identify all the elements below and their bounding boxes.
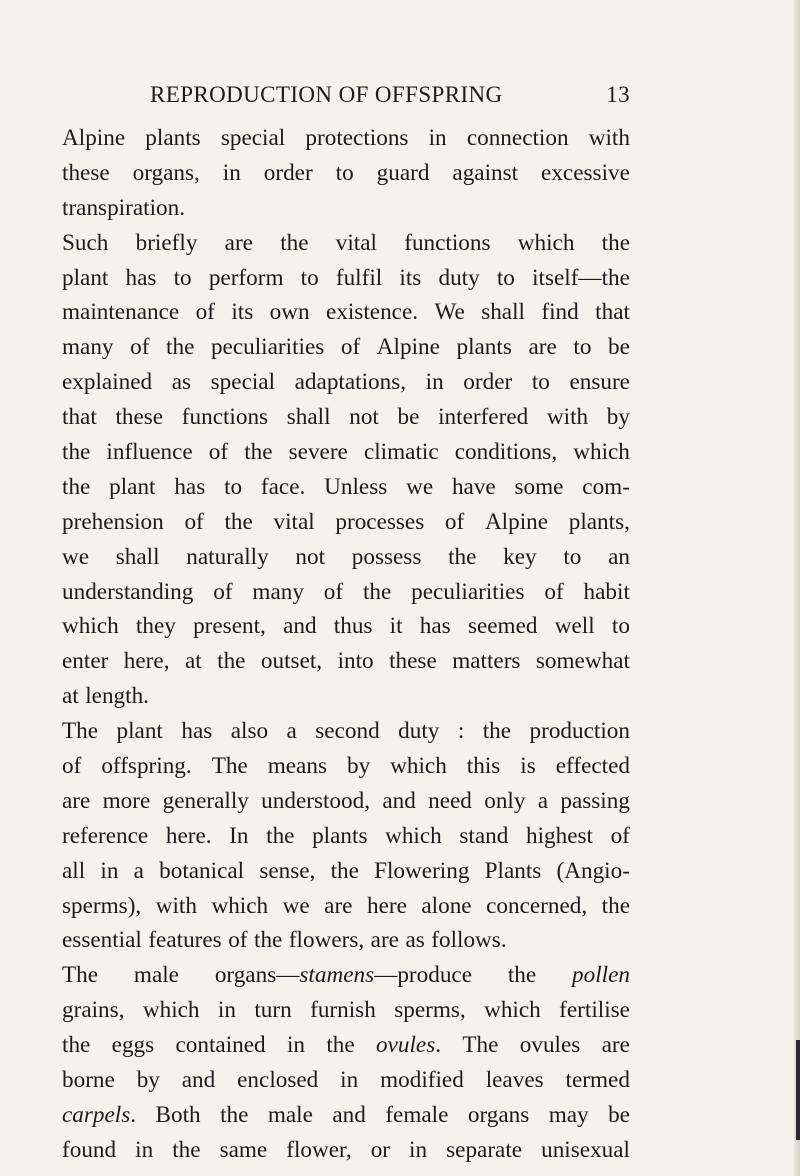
word: an [608,543,630,570]
word: in [409,1136,428,1163]
word: not [295,543,326,570]
word: shall [115,543,160,570]
word: grains, [62,997,125,1024]
word: com- [582,473,630,500]
word: briefly [135,229,198,256]
word: in [222,159,241,186]
word: to [173,264,192,291]
body-text [62,121,630,1168]
word: carpels. [62,1101,137,1128]
word: offspring. [101,753,192,780]
word: Such [62,229,109,256]
word: are [324,892,353,919]
word: is [520,753,536,780]
word: are [224,229,253,256]
word: all [62,857,86,884]
word: outset, [260,648,323,675]
text-line [62,1063,630,1098]
word: ensure [569,369,630,396]
word: understood, [261,787,371,814]
word: the [254,927,283,954]
word: transpiration. [62,194,185,221]
word: they [135,613,176,640]
word: enclosed [237,1067,319,1094]
word: and [181,1067,216,1094]
word: botanical [159,857,245,884]
word: termed [565,1067,630,1094]
word: peculiarities [411,578,525,605]
page-number: 13 [606,82,630,107]
text-line [62,1098,630,1133]
text-line [62,365,630,400]
word: organs [467,1101,530,1128]
word: of [610,822,630,849]
word: many [62,334,114,361]
word: this [466,753,501,780]
word: The [211,753,248,780]
word: own [269,299,310,326]
word: contained [175,1032,266,1059]
word: these [115,404,164,431]
word: enter [62,648,109,675]
word: plant [62,264,109,291]
text-line [62,121,630,156]
word: severe [288,439,348,466]
word: of [228,927,248,954]
word: sense, [259,857,316,884]
word: itself—the [532,264,630,291]
word: vital [335,229,377,256]
word: in [286,1032,306,1059]
word: prehension [62,508,164,535]
text-line [62,400,630,435]
word: which [484,997,541,1024]
word: by [136,1067,160,1094]
word: these [389,648,437,675]
word: order [263,159,313,186]
word: organs—stamens—produce [214,962,472,989]
word: the [326,1032,355,1059]
word: essential [62,927,142,954]
word: of [213,578,233,605]
word: some [514,473,564,500]
word: order [463,369,513,396]
word: in [100,857,119,884]
word: In [229,822,249,849]
word: Plants [484,857,542,884]
word: of [62,753,82,780]
word: of [208,439,229,466]
text-line [62,330,630,365]
text-line [62,435,630,470]
word: seemed [467,613,538,640]
word: influence [106,439,193,466]
word: the [362,578,392,605]
text-line [62,819,630,854]
word: the [448,543,477,570]
text-line [62,226,630,261]
word: and [283,613,317,640]
word: which [517,229,575,256]
word: against [452,159,519,186]
page-header [62,82,630,112]
word: which [385,822,442,849]
word: flowers, [288,927,365,954]
word: understanding [62,578,194,605]
word: maintenance [62,299,180,326]
word: adaptations, [294,369,407,396]
word: guard [376,159,430,186]
word: flower, [286,1136,352,1163]
text-line [62,749,630,784]
word: into [337,648,374,675]
word: separate [446,1136,523,1163]
word: has [125,264,157,291]
word: the [220,1101,249,1128]
word: the [217,648,246,675]
word: by [606,404,630,431]
word: to [531,369,550,396]
word: Unless [324,473,388,500]
word: at [62,683,79,710]
page-edge [794,0,800,1176]
word: to [300,264,319,291]
word: vital [273,508,315,535]
word: or [370,1136,391,1163]
word: modified [380,1067,464,1094]
word: have [451,473,496,500]
word: same [219,1136,268,1163]
text-line [62,993,630,1028]
word: pollen [572,962,630,989]
word: we [282,892,310,919]
word: male [133,962,179,989]
word: concerned, [486,892,588,919]
word: are [601,1032,630,1059]
word: with [546,404,589,431]
word: length. [85,683,149,710]
word: alone [421,892,472,919]
word: processes [335,508,425,535]
word: furnish [310,997,376,1024]
word: The [62,718,99,745]
word: to [496,264,515,291]
word: matters [452,648,521,675]
word: highest [525,822,593,849]
word: unisexual [541,1136,630,1163]
word: sperms), [62,892,142,919]
word: female [385,1101,449,1128]
word: has [181,718,213,745]
word: to [611,613,630,640]
word: plant [109,473,156,500]
word: that [595,299,630,326]
word: interfered [438,404,529,431]
word: functions [181,404,269,431]
text-line [62,1133,630,1168]
word: follows. [431,927,507,954]
word: to [573,334,592,361]
word: stand [459,822,509,849]
word: of [444,508,465,535]
word: and [332,1101,366,1128]
text-line [62,784,630,819]
word: the [62,439,91,466]
word: present, [193,613,266,640]
word: by [346,753,371,780]
word: plants [145,125,201,151]
word: the [482,718,512,745]
word: the [601,229,630,256]
word: habit [583,578,630,605]
word: more [102,787,151,814]
word: functions [404,229,491,256]
word: the [330,857,359,884]
word: well [554,613,595,640]
word: possess [351,543,422,570]
word: reference [62,822,149,849]
word: in [217,997,236,1024]
word: need [428,787,472,814]
word: of [544,578,564,605]
word: with [588,125,630,151]
word: be [608,1101,630,1128]
word: second [315,718,380,745]
word: effected [555,753,630,780]
word: its [231,299,254,326]
word: peculiarities [210,334,325,361]
word: borne [62,1067,115,1094]
word: eggs [111,1032,155,1059]
word: leaves [485,1067,544,1094]
word: Alpine [376,334,440,361]
word: the [280,229,309,256]
word: found [62,1136,117,1163]
word: we [406,473,434,500]
text-line [62,889,630,924]
word: has [174,473,206,500]
word: production [529,718,630,745]
word: shall [481,299,525,326]
text-line [62,505,630,540]
word: of [184,508,204,535]
word: connection [466,125,569,151]
word: the [244,439,273,466]
word: The [462,1032,499,1059]
word: fertilise [559,997,630,1024]
word: the [62,473,91,500]
word: with [155,892,197,919]
word: to [224,473,243,500]
word: only [484,787,526,814]
word: in [135,1136,154,1163]
word: The [62,962,99,989]
word: : [457,718,465,745]
word: are [370,927,399,954]
word: be [608,334,630,361]
word: at [184,648,202,675]
text-line [62,714,630,749]
text-line [62,540,630,575]
word: ovules. [376,1032,442,1059]
word: key [503,543,537,570]
word: which [573,439,630,466]
word: Alpine [62,125,126,151]
word: shall [286,404,331,431]
word: turn [254,997,292,1024]
word: perform [208,264,284,291]
word: plants [456,334,512,361]
word: it [389,613,403,640]
word: which [211,892,269,919]
text-line [62,854,630,889]
word: these [62,159,110,186]
word: special [210,369,276,396]
word: many [252,578,304,605]
word: find [541,299,579,326]
word: the [507,962,537,989]
word: Flowering [374,857,470,884]
word: thus [333,613,373,640]
word: may [548,1101,589,1128]
word: means [267,753,327,780]
word: ovules [519,1032,581,1059]
word: its [399,264,422,291]
word: plants, [568,508,630,535]
word: climatic [363,439,439,466]
word: the [166,334,195,361]
text-line [62,470,630,505]
text-line [62,923,630,958]
word: organs, [132,159,200,186]
word: in [340,1067,359,1094]
word: the [601,892,630,919]
word: excessive [541,159,630,186]
word: not [349,404,379,431]
word: Alpine [484,508,549,535]
word: generally [162,787,249,814]
text-line [62,191,630,226]
word: in [425,369,444,396]
word: which [142,997,200,1024]
word: conditions, [454,439,558,466]
word: to [335,159,354,186]
text-line [62,295,630,330]
word: as [171,369,192,396]
word: that [62,404,97,431]
word: special [220,125,286,151]
word: plant [116,718,163,745]
word: duty [398,718,440,745]
word: features [148,927,222,954]
word: which [390,753,447,780]
word: of [323,578,344,605]
word: sperms, [394,997,466,1024]
word: protections [305,125,409,151]
word: a [537,787,549,814]
word: explained [62,369,153,396]
word: male [267,1101,313,1128]
word: (Angio- [556,857,630,884]
word: in [428,125,447,151]
word: here. [165,822,212,849]
word: somewhat [535,648,630,675]
word: has [419,613,451,640]
word: passing [560,787,630,814]
word: are [528,334,557,361]
text-line [62,679,630,714]
word: to [563,543,582,570]
word: naturally [186,543,269,570]
text-line [62,644,630,679]
word: also [230,718,269,745]
word: fulfil [335,264,383,291]
word: a [133,857,144,884]
word: here [366,892,407,919]
word: face. [260,473,306,500]
word: Both [155,1101,201,1128]
word: plants [312,822,368,849]
text-line [62,609,630,644]
word: of [195,299,215,326]
word: duty [438,264,480,291]
word: of [130,334,150,361]
page-edge-mark [796,1040,800,1140]
text-line [62,156,630,191]
word: and [382,787,416,814]
word: be [397,404,420,431]
word: existence. [325,299,419,326]
word: which [62,613,119,640]
word: the [62,1032,91,1059]
word: we [62,543,90,570]
text-line [62,575,630,610]
word: as [405,927,425,954]
running-head: REPRODUCTION OF OFFSPRING [150,82,503,107]
text-line [62,261,630,296]
word: the [266,822,295,849]
text-line [62,1028,630,1063]
word: a [286,718,297,745]
word: the [172,1136,201,1163]
word: the [224,508,253,535]
word: We [434,299,465,326]
word: are [62,787,91,814]
text-line [62,958,630,993]
word: here, [123,648,170,675]
word: of [340,334,361,361]
